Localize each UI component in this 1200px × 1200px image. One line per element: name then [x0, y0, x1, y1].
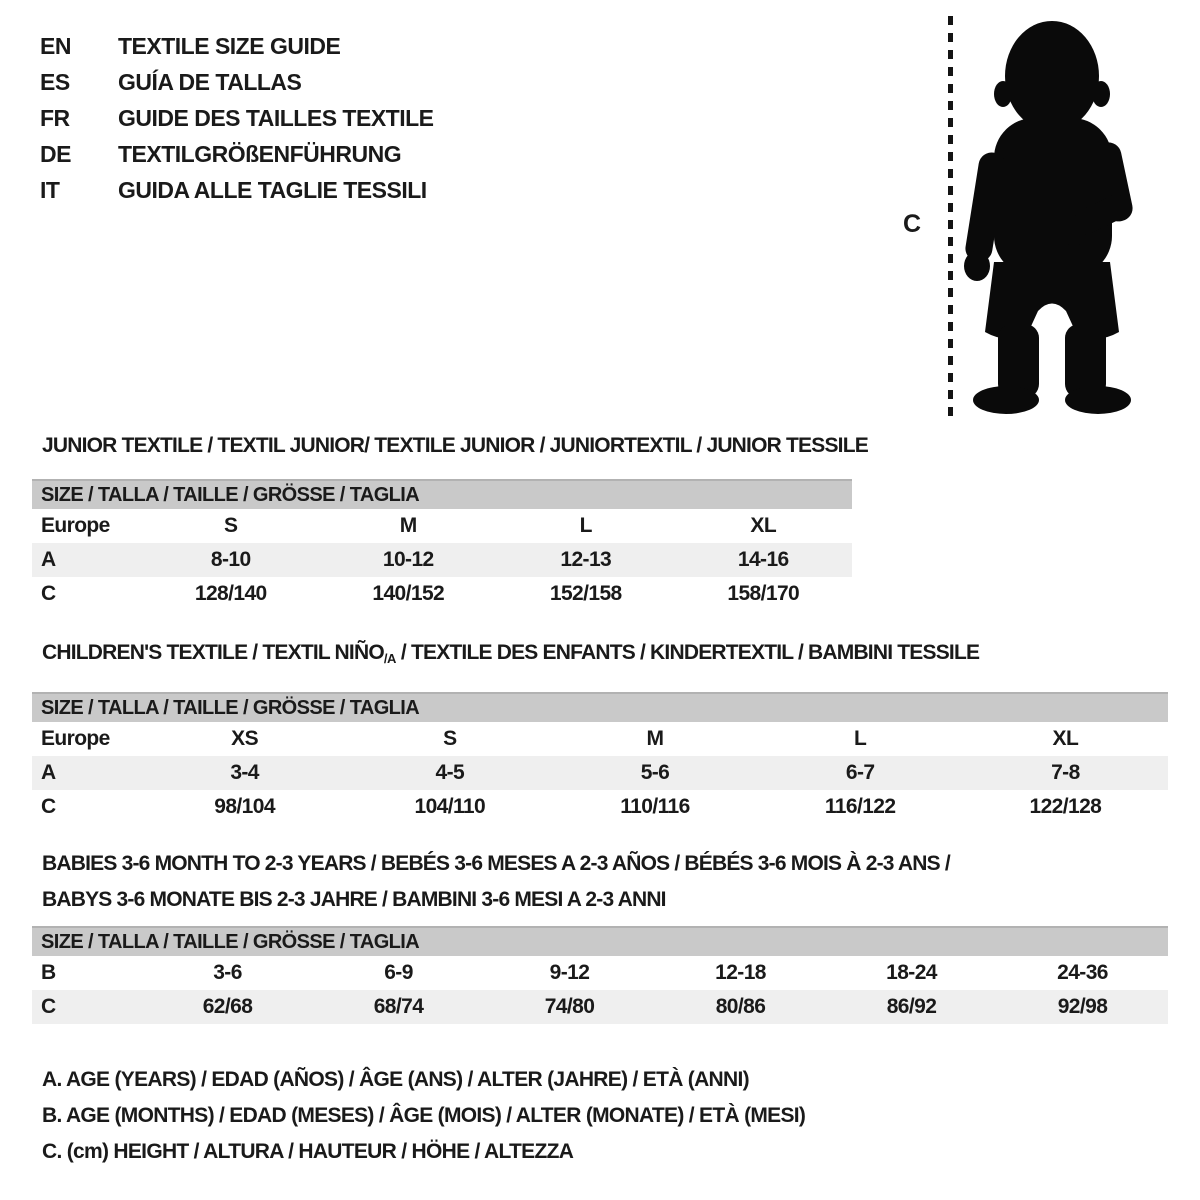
size-cell: 86/92	[886, 995, 937, 1018]
size-cell: 6-9	[384, 961, 413, 984]
lang-code: EN	[40, 33, 71, 59]
size-header-bar: SIZE / TALLA / TAILLE / GRÖSSE / TAGLIA	[32, 926, 1168, 956]
size-cell: M	[646, 727, 664, 750]
size-cell: 98/104	[214, 795, 275, 818]
lang-row-es	[40, 64, 434, 100]
size-cell: 5-6	[640, 761, 670, 784]
size-cell: 128/140	[194, 582, 267, 605]
size-cell: 14-16	[737, 548, 789, 571]
size-cell: 158/170	[727, 582, 800, 605]
size-cell: XL	[1052, 727, 1079, 750]
babies-size-table	[32, 956, 1168, 1024]
legend-age-years: A. AGE (YEARS) / EDAD (AÑOS) / ÂGE (ANS) / ALTER (JAHRE) / ETÀ (ANNI)	[42, 1068, 749, 1091]
size-cell: 116/122	[824, 795, 896, 818]
baby-silhouette	[960, 14, 1140, 420]
table-row	[32, 722, 1168, 756]
row-label: A	[41, 548, 56, 571]
size-cell: 68/74	[373, 995, 424, 1018]
table-row	[32, 577, 852, 611]
row-label: C	[41, 995, 56, 1018]
lang-row-en	[40, 28, 434, 64]
size-cell: XS	[231, 727, 258, 750]
table-row	[32, 509, 852, 543]
lang-title: GUIDA ALLE TAGLIE TESSILI	[118, 177, 427, 203]
row-label: Europe	[41, 727, 110, 750]
height-measure-label: C	[903, 210, 921, 238]
size-cell: XL	[750, 514, 777, 537]
lang-row-fr	[40, 100, 434, 136]
size-cell: 12-13	[560, 548, 612, 571]
legend-age-months: B. AGE (MONTHS) / EDAD (MESES) / ÂGE (MOIS) / ALTER (MONATE) / ETÀ (MESI)	[42, 1104, 806, 1127]
lang-row-it	[40, 172, 434, 208]
junior-size-table	[32, 509, 852, 611]
table-row	[32, 990, 1168, 1024]
size-cell: 8-10	[210, 548, 251, 571]
size-cell: 80/86	[715, 995, 766, 1018]
size-cell: 6-7	[845, 761, 875, 784]
size-cell: 62/68	[202, 995, 253, 1018]
size-header-bar: SIZE / TALLA / TAILLE / GRÖSSE / TAGLIA	[32, 692, 1168, 722]
size-cell: S	[224, 514, 238, 537]
row-label: Europe	[41, 514, 110, 537]
section-title-line-2: BABYS 3-6 MONATE BIS 2-3 JAHRE / BAMBINI 3-6 MESI A 2-3 ANNI	[42, 888, 666, 911]
table-row	[32, 756, 1168, 790]
lang-code: ES	[40, 69, 70, 95]
size-cell: 122/128	[1029, 795, 1102, 818]
row-label: A	[41, 761, 56, 784]
section-title	[32, 433, 868, 459]
size-cell: S	[443, 727, 457, 750]
section-title-subscript: /A	[383, 651, 396, 666]
table-row	[32, 543, 852, 577]
lang-code: IT	[40, 177, 60, 203]
language-list	[40, 28, 434, 208]
lang-title: GUIDE DES TAILLES TEXTILE	[118, 105, 434, 131]
row-label: C	[41, 795, 56, 818]
size-cell: 74/80	[544, 995, 595, 1018]
height-measure-dashed-line	[948, 16, 953, 418]
size-cell: 4-5	[435, 761, 465, 784]
size-cell: M	[399, 514, 417, 537]
table-row	[32, 956, 1168, 990]
size-cell: L	[579, 514, 592, 537]
lang-row-de	[40, 136, 434, 172]
size-cell: 12-18	[715, 961, 766, 984]
section-title-text: JUNIOR TEXTILE / TEXTIL JUNIOR/ TEXTILE JUNIOR / JUNIORTEXTIL / JUNIOR TESSILE	[42, 434, 868, 457]
size-header-bar: SIZE / TALLA / TAILLE / GRÖSSE / TAGLIA	[32, 479, 852, 509]
row-label: C	[41, 582, 56, 605]
section-title	[32, 846, 1168, 918]
size-cell: 24-36	[1057, 961, 1108, 984]
section-title-line-1: BABIES 3-6 MONTH TO 2-3 YEARS / BEBÉS 3-6 MESES A 2-3 AÑOS / BÉBÉS 3-6 MOIS À 2-3 ANS /	[42, 852, 950, 875]
size-cell: 7-8	[1051, 761, 1080, 784]
lang-title: GUÍA DE TALLAS	[118, 69, 302, 95]
size-cell: 10-12	[382, 548, 434, 571]
size-cell: 104/110	[414, 795, 486, 818]
section-babies-textile	[32, 846, 1168, 1024]
legend	[42, 1062, 805, 1170]
children-size-table	[32, 722, 1168, 824]
section-children-textile	[32, 640, 1168, 824]
size-cell: 110/116	[620, 795, 690, 818]
section-title-text: CHILDREN'S TEXTILE / TEXTIL NIÑO	[42, 641, 384, 664]
size-cell: 140/152	[372, 582, 445, 605]
size-cell: 152/158	[549, 582, 622, 605]
size-cell: 92/98	[1057, 995, 1108, 1018]
lang-title: TEXTILGRÖßENFÜHRUNG	[118, 141, 402, 167]
section-title-text: / TEXTILE DES ENFANTS / KINDERTEXTIL / BAMBINI TESSILE	[395, 641, 980, 664]
table-row	[32, 790, 1168, 824]
row-label: B	[41, 961, 56, 984]
size-cell: 3-6	[213, 961, 242, 984]
lang-title: TEXTILE SIZE GUIDE	[118, 33, 341, 59]
lang-code: FR	[40, 105, 70, 131]
section-title	[32, 640, 1168, 672]
size-cell: 9-12	[549, 961, 590, 984]
legend-height-cm: C. (cm) HEIGHT / ALTURA / HAUTEUR / HÖHE / ALTEZZA	[42, 1140, 574, 1163]
lang-code: DE	[40, 141, 71, 167]
size-cell: 18-24	[886, 961, 937, 984]
size-cell: L	[854, 727, 867, 750]
size-cell: 3-4	[230, 761, 259, 784]
section-junior-textile	[32, 433, 868, 611]
